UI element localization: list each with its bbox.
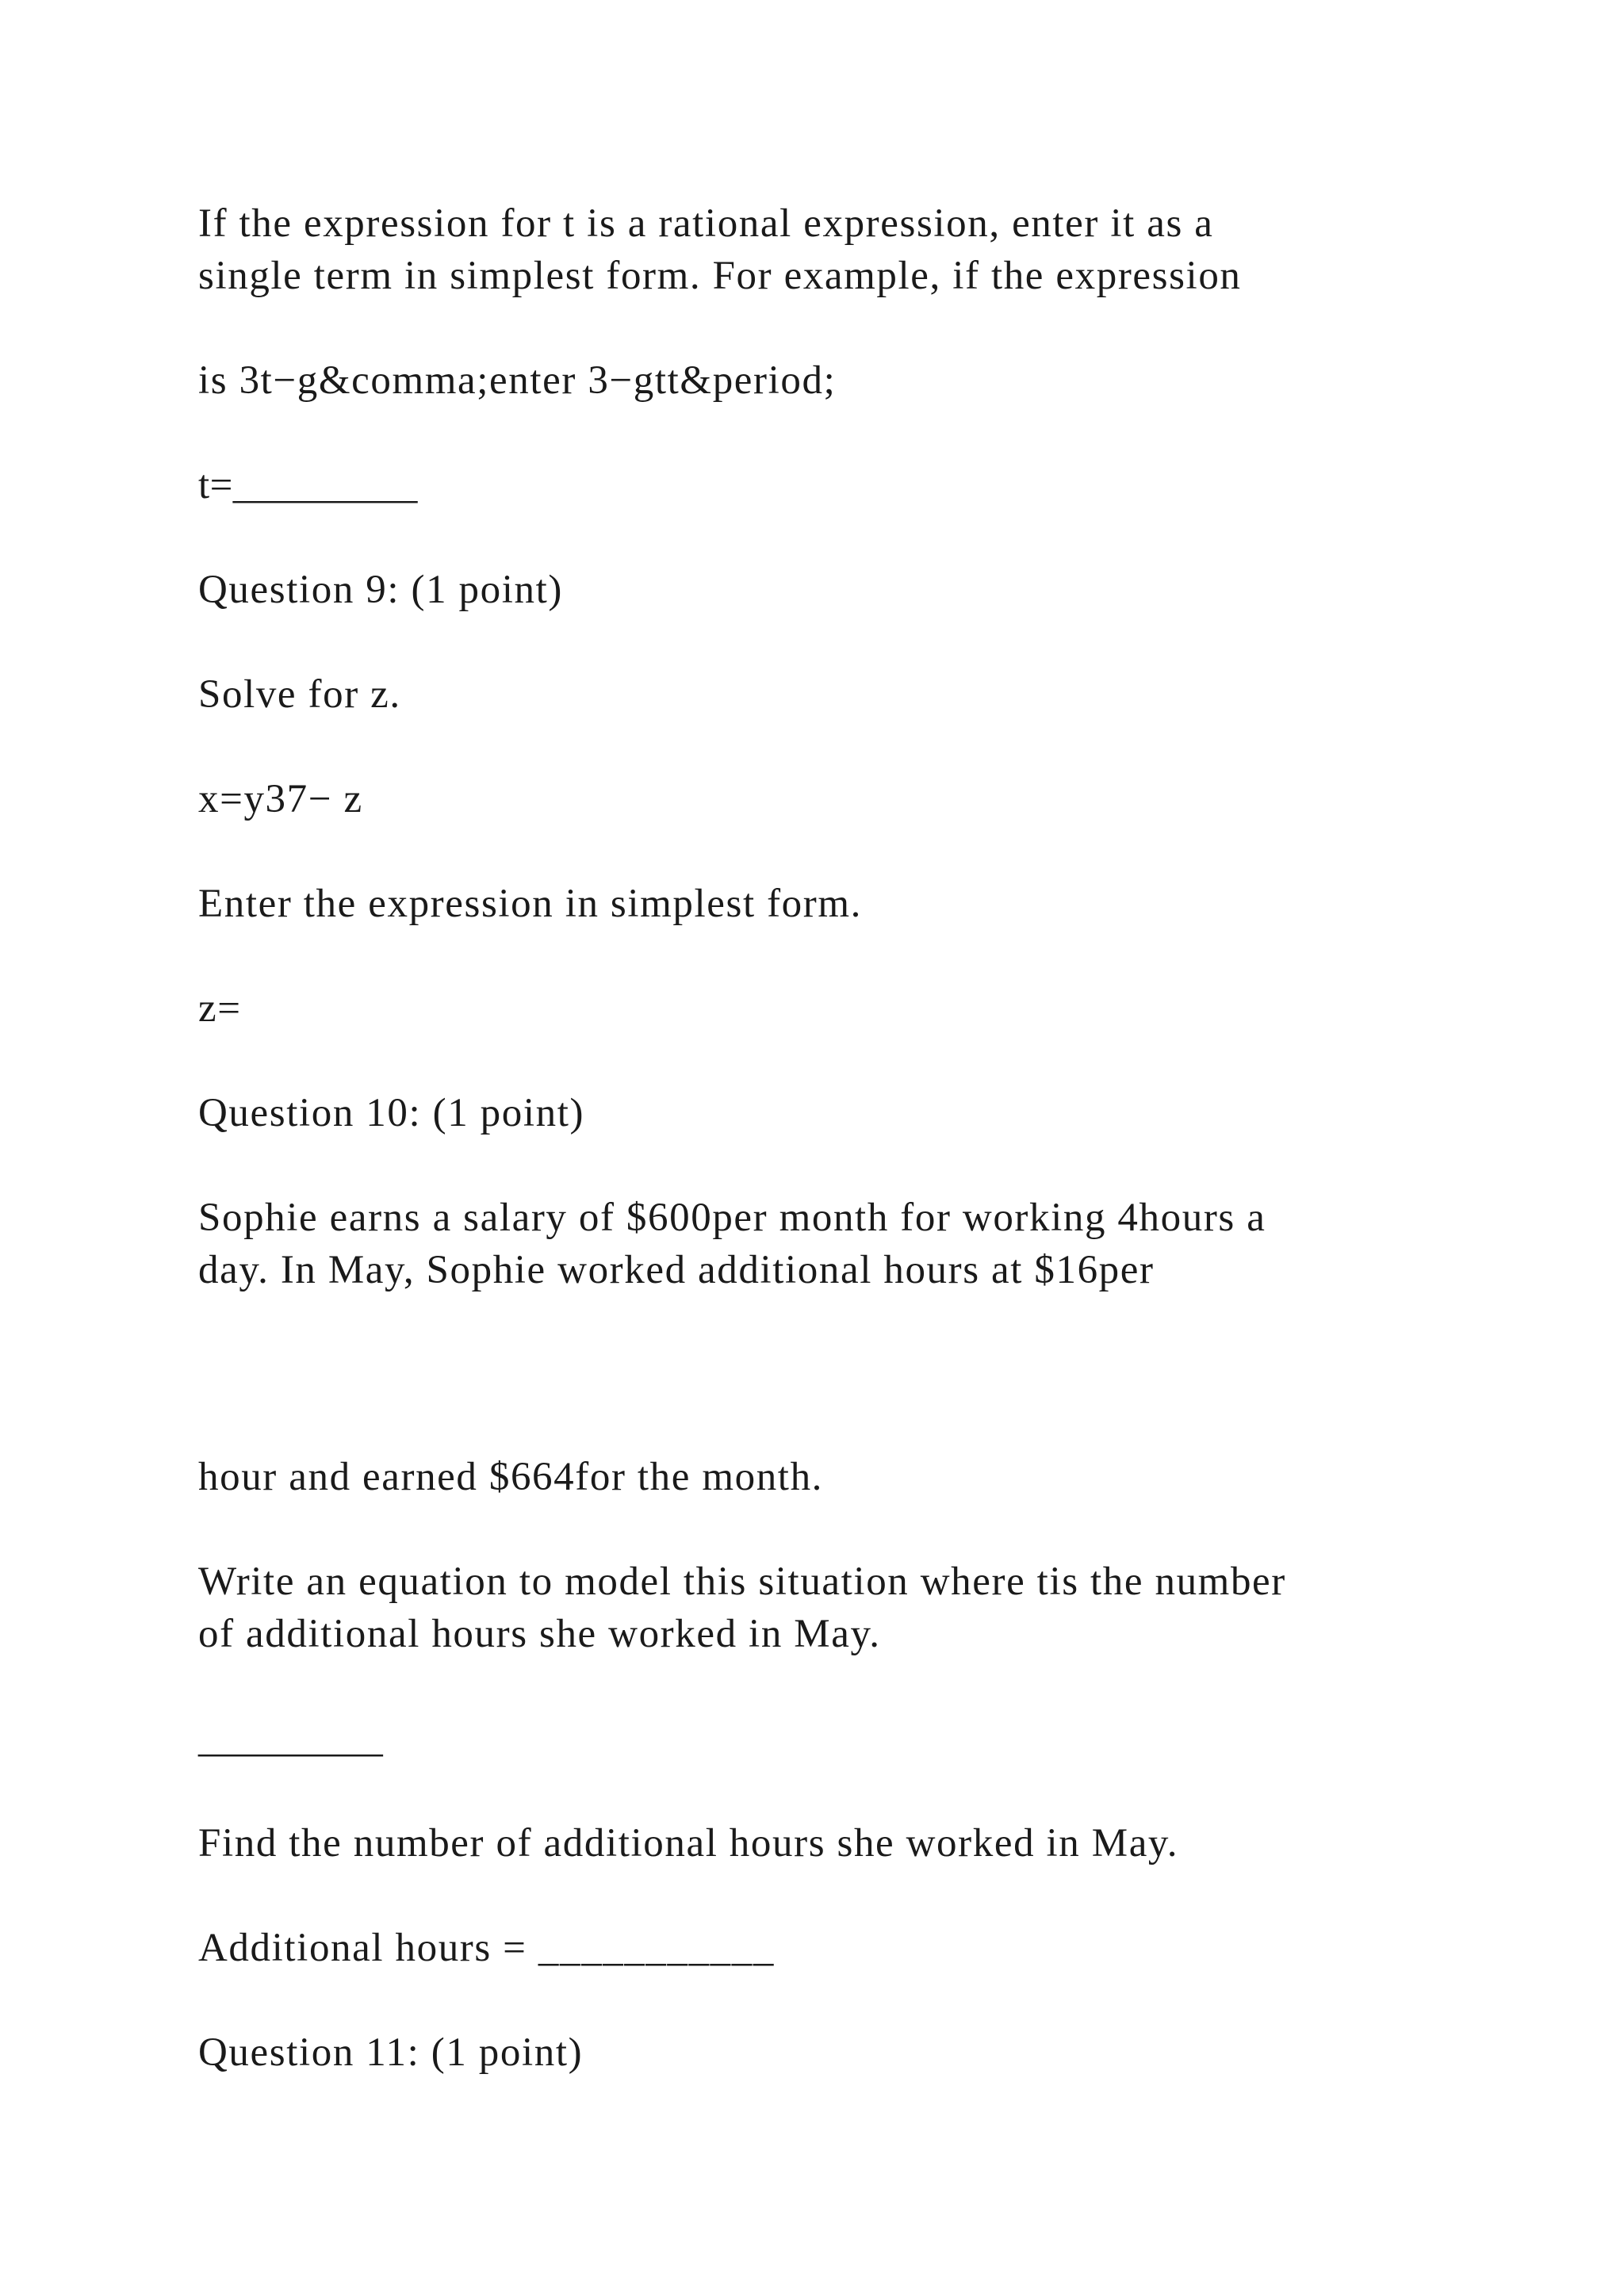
q10-text-line-1: Sophie earns a salary of $600per month for working 4hours a — [198, 1196, 1266, 1240]
q9-instruction: Enter the expression in simplest form. — [198, 882, 862, 926]
question-11-heading: Question 11: (1 point) — [198, 2030, 584, 2075]
question-9-heading: Question 9: (1 point) — [198, 568, 563, 612]
q10-hours-answer: Additional hours = ___________ — [198, 1926, 775, 1970]
q9-equation: x=y37− z — [198, 777, 363, 821]
q8-answer-blank: t=_________ — [198, 463, 418, 507]
q10-equation-prompt-line-1: Write an equation to model this situation where tis the number — [198, 1559, 1286, 1604]
question-10-heading: Question 10: (1 point) — [198, 1091, 585, 1135]
q8-instruction-line-2: single term in simplest form. For example, if the expression — [198, 254, 1242, 298]
q10-equation-blank: _________ — [198, 1716, 384, 1761]
q9-answer-label: z= — [198, 986, 242, 1031]
q8-example-line: is 3t−g&comma;enter 3−gtt&period; — [198, 358, 837, 403]
q9-prompt: Solve for z. — [198, 672, 401, 717]
q10-text-line-2: day. In May, Sophie worked additional hours at $16per — [198, 1248, 1155, 1292]
q8-instruction-line-1: If the expression for t is a rational expression, enter it as a — [198, 201, 1214, 246]
q10-text-line-3: hour and earned $664for the month. — [198, 1455, 824, 1499]
q10-equation-prompt-line-2: of additional hours she worked in May. — [198, 1612, 881, 1656]
q10-hours-prompt: Find the number of additional hours she worked in May. — [198, 1821, 1179, 1866]
